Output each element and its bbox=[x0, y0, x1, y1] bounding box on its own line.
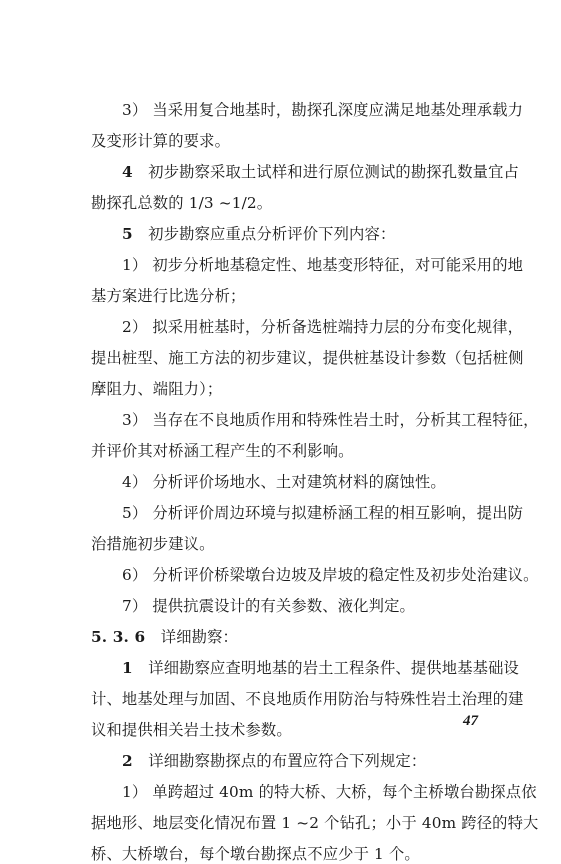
paragraph bbox=[91, 317, 524, 399]
item-number: 1 bbox=[122, 659, 133, 677]
paragraph bbox=[91, 782, 539, 864]
text-line: 勘探孔总数的 1/3 ~1/2。 bbox=[91, 194, 273, 212]
section-number: 5. 3. 6 bbox=[91, 628, 146, 646]
item-number: 4） bbox=[122, 473, 148, 491]
section-title: 详细勘察： bbox=[160, 628, 238, 646]
text-line: 桥、大桥墩台，每个墩台勘探点不应少于 1 个。 bbox=[91, 845, 420, 863]
paragraph bbox=[91, 100, 524, 151]
text-line: 7） 提供抗震设计的有关参数、液化判定。 bbox=[122, 597, 415, 615]
text-line: 1 详细勘察应查明地基的岩土工程条件、提供地基基础设 bbox=[122, 659, 519, 677]
item-number: 3） bbox=[122, 411, 148, 429]
text-line: 摩阻力、端阻力）； bbox=[91, 380, 223, 398]
text-line: 2 详细勘察勘探点的布置应符合下列规定： bbox=[122, 752, 427, 770]
text-line: 4） 分析评价场地水、土对建筑材料的腐蚀性。 bbox=[122, 473, 446, 491]
text-line: 据地形、地层变化情况布置 1 ~2 个钻孔；小于 40m 跨径的特大 bbox=[91, 814, 539, 832]
paragraph bbox=[91, 596, 493, 616]
paragraph bbox=[91, 503, 524, 554]
paragraph bbox=[91, 472, 493, 492]
item-number: 1） bbox=[122, 783, 148, 801]
text-line: 4 初步勘察采取土试样和进行原位测试的勘探孔数量宜占 bbox=[122, 163, 519, 181]
text-line: 提出桩型、施工方法的初步建议，提供桩基设计参数（包括桩侧 bbox=[91, 349, 524, 367]
item-number: 2） bbox=[122, 318, 148, 336]
page-body bbox=[91, 100, 539, 864]
item-number: 3） bbox=[122, 101, 148, 119]
text-line: 并评价其对桥涵工程产生的不利影响。 bbox=[91, 442, 354, 460]
paragraph bbox=[91, 658, 524, 740]
item-number: 5 bbox=[122, 225, 133, 243]
text-line: 议和提供相关岩土技术参数。 bbox=[91, 721, 292, 739]
text-line: 1） 初步分析地基稳定性、地基变形特征，对可能采用的地 bbox=[122, 256, 524, 274]
text-line: 3） 当存在不良地质作用和特殊性岩土时，分析其工程特征， bbox=[122, 411, 539, 429]
text-line: 治措施初步建议。 bbox=[91, 535, 215, 553]
page-number: 47 bbox=[463, 713, 478, 729]
paragraph bbox=[91, 565, 539, 585]
item-number: 5） bbox=[122, 504, 148, 522]
item-number: 6） bbox=[122, 566, 148, 584]
item-number: 7） bbox=[122, 597, 148, 615]
paragraph bbox=[91, 162, 519, 213]
text-line: 5） 分析评价周边环境与拟建桥涵工程的相互影响，提出防 bbox=[122, 504, 524, 522]
section-heading bbox=[91, 627, 493, 647]
item-number: 1） bbox=[122, 256, 148, 274]
text-line: 3） 当采用复合地基时，勘探孔深度应满足地基处理承载力 bbox=[122, 101, 524, 119]
item-number: 4 bbox=[122, 163, 133, 181]
text-line: 及变形计算的要求。 bbox=[91, 132, 231, 150]
text-line bbox=[91, 627, 493, 647]
paragraph bbox=[91, 751, 493, 771]
text-line: 2） 拟采用桩基时，分析备选桩端持力层的分布变化规律， bbox=[122, 318, 524, 336]
text-line: 5 初步勘察应重点分析评价下列内容： bbox=[122, 225, 396, 243]
text-line: 计、地基处理与加固、不良地质作用防治与特殊性岩土治理的建 bbox=[91, 690, 524, 708]
paragraph bbox=[91, 224, 493, 244]
text-line: 6） 分析评价桥梁墩台边坡及岸坡的稳定性及初步处治建议。 bbox=[122, 566, 539, 584]
paragraph bbox=[91, 255, 524, 306]
item-number: 2 bbox=[122, 752, 133, 770]
text-line: 1） 单跨超过 40m 的特大桥、大桥，每个主桥墩台勘探点依 bbox=[122, 783, 537, 801]
text-line: 基方案进行比选分析； bbox=[91, 287, 246, 305]
paragraph bbox=[91, 410, 539, 461]
